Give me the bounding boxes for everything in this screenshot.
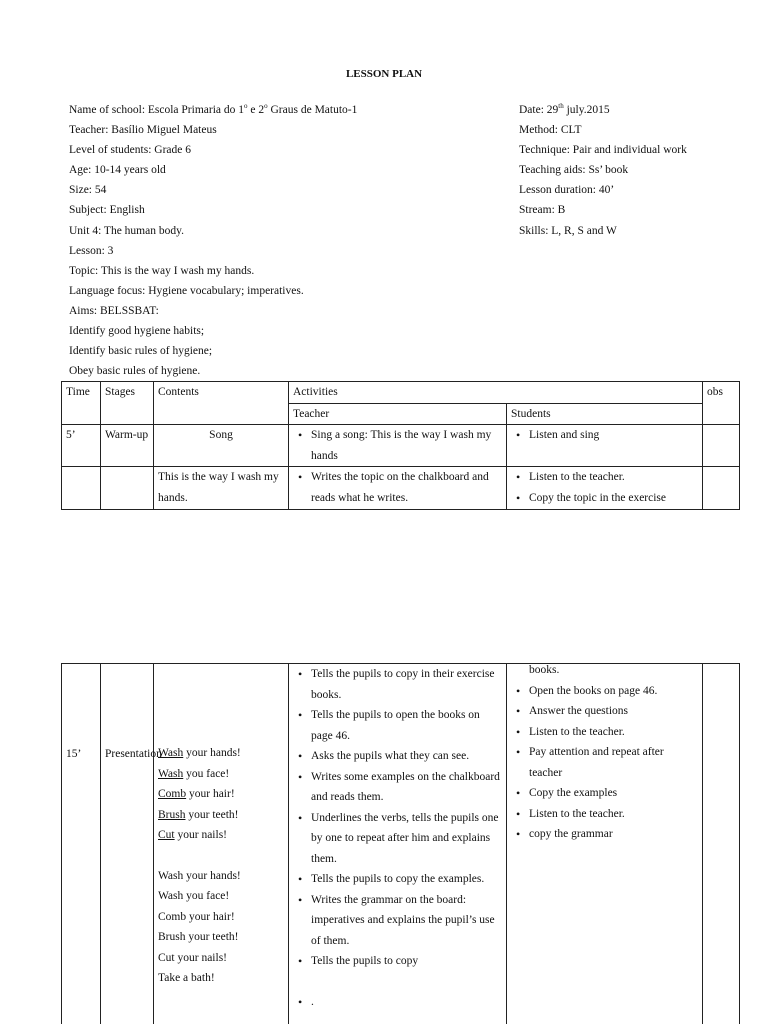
time-cell: 5’ <box>62 425 101 467</box>
list-item: • Writes the topic on the chalkboard and reads what he writes. <box>311 467 502 508</box>
content-line: Cut your nails! <box>158 951 227 964</box>
list-item: • copy the grammar <box>529 824 698 845</box>
list-item: • Listen to the teacher. <box>529 804 698 825</box>
date: Date: 29th july.2015 <box>519 102 610 116</box>
list-item: • Tells the pupils to copy the examples. <box>311 869 502 890</box>
content-line: Comb your hair! <box>158 788 235 800</box>
unit: Unit 4: The human body. <box>69 224 184 237</box>
teacher-activity-cell <box>289 425 507 467</box>
school-name: Name of school: Escola Primaria do 1$^o$ e 2$^o$ Graus de Matuto-1 <box>69 102 358 116</box>
obs-cell <box>703 425 740 467</box>
continued-text: books. <box>529 664 560 676</box>
content-line: Brush your teeth! <box>158 931 239 943</box>
aims: Aims: BELSSBAT: <box>69 304 159 317</box>
lesson-number: Lesson: 3 <box>69 244 114 257</box>
header-students: Students <box>507 403 703 425</box>
content-line: Wash you face! <box>158 890 230 902</box>
list-item: • Open the books on page 46. <box>529 681 698 702</box>
content-cell: This is the way I wash my hands. <box>154 467 289 510</box>
obs-cell <box>703 664 740 1024</box>
header-left <box>69 100 357 381</box>
technique: Technique: Pair and individual work <box>519 144 687 157</box>
aim-item: Identify good hygiene habits; <box>69 325 205 338</box>
stream: Stream: B <box>519 204 566 217</box>
teacher-activity-cell <box>289 467 507 510</box>
header-stages: Stages <box>101 382 154 425</box>
header-time: Time <box>62 382 101 425</box>
content-cell <box>154 664 289 1024</box>
header-contents: Contents <box>154 382 289 425</box>
skills: Skills: L, R, S and W <box>519 224 617 237</box>
list-item: • Sing a song: This is the way I wash my hands <box>311 425 502 466</box>
stage-cell: Presentation <box>101 664 154 1024</box>
list-item: • Tells the pupils to copy in their exercise books. <box>311 664 502 705</box>
stage-cell <box>101 467 154 510</box>
list-item: • Copy the topic in the exercise <box>529 488 698 509</box>
content-line: Cut your nails! <box>158 829 228 841</box>
obs-cell <box>703 467 740 510</box>
list-item: • Writes the grammar on the board: imperatives and explains the pupil’s use of them. <box>311 890 502 952</box>
list-item: • Pay attention and repeat after teacher <box>529 742 698 783</box>
list-item: • Listen to the teacher. <box>529 467 698 488</box>
content-line: Comb your hair! <box>158 910 235 923</box>
list-item: • Listen and sing <box>529 425 698 446</box>
class-size: Size: 54 <box>69 184 107 197</box>
content-line: Take a bath! <box>158 972 215 984</box>
content-line: Brush your teeth! <box>158 808 239 821</box>
student-activity-cell <box>507 664 703 1024</box>
list-item: • Listen to the teacher. <box>529 722 698 743</box>
content-cell: Song <box>154 425 289 467</box>
list-item: • Copy the examples <box>529 783 698 804</box>
lesson-table-part2 <box>61 663 740 1024</box>
language-focus: Language focus: Hygiene vocabulary; imperatives. <box>69 284 304 297</box>
page-title: LESSON PLAN <box>345 68 423 80</box>
student-activity-cell <box>507 425 703 467</box>
aim-item: Identify basic rules of hygiene; <box>69 345 213 358</box>
method: Method: CLT <box>519 124 582 137</box>
list-item: • Tells the pupils to copy <box>311 951 502 972</box>
header-right <box>519 100 687 241</box>
level-of-students: Level of students: Grade 6 <box>69 144 191 157</box>
teacher-activity-cell <box>289 664 507 1024</box>
time-cell <box>62 467 101 510</box>
list-item: • Underlines the verbs, tells the pupils one by one to repeat after him and explains them. <box>311 808 502 870</box>
list-item: • . <box>311 992 502 1013</box>
header-obs: obs <box>703 382 740 425</box>
content-line: Wash you face! <box>158 767 230 780</box>
header-teacher: Teacher <box>289 403 507 425</box>
content-line: Wash your hands! <box>158 869 241 882</box>
lesson-table-part1 <box>61 381 740 510</box>
age: Age: 10-14 years old <box>69 164 166 177</box>
stage-cell: Warm-up <box>101 425 154 467</box>
student-activity-cell <box>507 467 703 510</box>
teaching-aids: Teaching aids: Ss’ book <box>519 164 629 177</box>
content-line: Wash your hands! <box>158 747 241 759</box>
list-item: • Asks the pupils what they can see. <box>311 746 502 767</box>
list-item: • Answer the questions <box>529 701 698 722</box>
aim-item: Obey basic rules of hygiene. <box>69 365 201 378</box>
teacher-name: Teacher: Basílio Miguel Mateus <box>69 124 217 137</box>
lesson-duration: Lesson duration: 40’ <box>519 184 615 197</box>
list-item: • Writes some examples on the chalkboard and reads them. <box>311 767 502 808</box>
topic: Topic: This is the way I wash my hands. <box>69 264 255 277</box>
list-item: • Tells the pupils to open the books on page 46. <box>311 705 502 746</box>
header-activities: Activities <box>289 382 703 404</box>
time-cell: 15’ <box>62 664 101 1024</box>
subject: Subject: English <box>69 204 145 217</box>
